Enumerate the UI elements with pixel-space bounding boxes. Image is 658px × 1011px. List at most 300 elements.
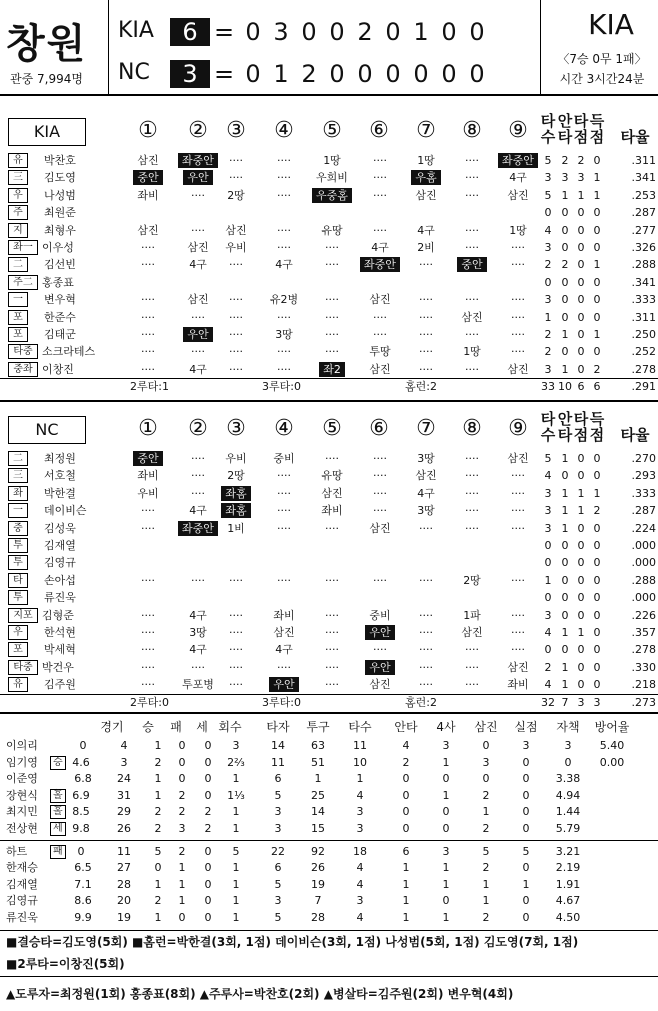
stat-header-avg: 타율 bbox=[620, 426, 650, 444]
at-bat-result-3 bbox=[210, 152, 262, 169]
inning-mark-7: ⑦ bbox=[416, 416, 436, 441]
at-bat-result-6 bbox=[354, 222, 406, 239]
pitch-val-0: 19 bbox=[117, 911, 131, 924]
home-team-name: NC bbox=[118, 60, 150, 85]
stat-r: 0 bbox=[593, 223, 601, 237]
at-bat-result-1 bbox=[122, 326, 174, 343]
at-bat-text: ···· bbox=[191, 660, 205, 674]
at-bat-text: ···· bbox=[277, 171, 291, 185]
at-bat-result-5 bbox=[306, 326, 358, 343]
at-bat-text: ···· bbox=[465, 521, 479, 535]
at-bat-result-4 bbox=[258, 222, 310, 239]
at-bat-text: 2땅 bbox=[463, 573, 481, 587]
stat-rbi: 1 bbox=[577, 504, 585, 518]
at-bat-text: ···· bbox=[277, 486, 291, 500]
at-bat-text: ···· bbox=[419, 310, 433, 324]
pitch-val-12: 1.91 bbox=[555, 877, 581, 891]
pitch-val-12: 4.50 bbox=[555, 911, 581, 924]
player-row bbox=[0, 554, 658, 571]
at-bat-text: ···· bbox=[229, 258, 243, 272]
at-bat-text: ···· bbox=[511, 626, 525, 639]
at-bat-text: 삼진 bbox=[321, 486, 343, 500]
at-bat-text: ···· bbox=[511, 310, 525, 324]
stat-r: 1 bbox=[593, 328, 601, 341]
player-name: 최정원 bbox=[44, 452, 76, 465]
at-bat-text: ···· bbox=[325, 573, 339, 587]
pitch-val-4: 1⅓ bbox=[227, 788, 245, 802]
at-bat-result-4 bbox=[258, 152, 310, 169]
pitch-val-6: 28 bbox=[311, 911, 325, 924]
at-bat-text: ···· bbox=[141, 643, 155, 657]
pitching-divider bbox=[0, 840, 658, 841]
at-bat-text: 우홈 bbox=[411, 170, 440, 185]
at-bat-result-9 bbox=[492, 467, 544, 484]
pitcher-name: 하트 bbox=[6, 844, 28, 858]
at-bat-result-6 bbox=[354, 291, 406, 308]
pitch-val-10: 2 bbox=[482, 788, 490, 802]
stat-r: 0 bbox=[593, 310, 601, 324]
at-bat-text: ···· bbox=[465, 188, 479, 202]
footer-rbi: 3 bbox=[577, 695, 585, 709]
at-bat-result-7 bbox=[400, 291, 452, 308]
stat-h: 0 bbox=[561, 241, 569, 254]
pitch-val-9: 0 bbox=[442, 805, 450, 819]
at-bat-text: ···· bbox=[141, 293, 155, 307]
stat-header-r-1: 득 bbox=[589, 112, 605, 130]
stat-h: 0 bbox=[561, 539, 569, 552]
at-bat-result-6 bbox=[354, 256, 406, 273]
at-bat-text: 투땅 bbox=[369, 345, 391, 359]
stat-ab: 5 bbox=[544, 188, 552, 202]
at-bat-text: ···· bbox=[325, 626, 339, 639]
at-bat-result-6 bbox=[354, 187, 406, 204]
at-bat-text: ···· bbox=[277, 223, 291, 237]
at-bat-text: 1비 bbox=[227, 521, 245, 535]
pitch-val-12: 0 bbox=[564, 755, 572, 769]
pitch-val-1: 1 bbox=[154, 877, 162, 891]
pitch-val-6: 14 bbox=[311, 805, 325, 819]
pitch-val-8: 0 bbox=[402, 822, 410, 835]
position-badge: 주 bbox=[8, 205, 28, 220]
pitch-val-2: 0 bbox=[178, 739, 186, 752]
at-bat-text: 우안 bbox=[183, 170, 212, 185]
pitch-val-8: 2 bbox=[402, 755, 410, 769]
at-bat-result-6 bbox=[354, 169, 406, 186]
at-bat-text: 4구 bbox=[371, 241, 389, 254]
stat-avg: .311 bbox=[631, 310, 656, 324]
at-bat-result-5 bbox=[306, 169, 358, 186]
stat-rbi: 2 bbox=[577, 154, 585, 167]
position-badge: 투 bbox=[8, 538, 28, 553]
pitch-val-6: 63 bbox=[311, 739, 325, 752]
stat-avg: .278 bbox=[631, 643, 656, 657]
at-bat-text: 4구 bbox=[509, 171, 527, 185]
pitcher-name: 김재열 bbox=[6, 877, 38, 891]
at-bat-text: 삼진 bbox=[273, 626, 295, 639]
player-name: 박한결 bbox=[44, 486, 76, 500]
inning-mark-6: ⑥ bbox=[369, 118, 389, 143]
stat-h: 0 bbox=[561, 608, 569, 622]
home-equals: = bbox=[214, 60, 235, 88]
stat-avg: .288 bbox=[631, 573, 656, 587]
at-bat-text: ···· bbox=[277, 362, 291, 376]
at-bat-text: ···· bbox=[511, 643, 525, 657]
pitch-val-7: 4 bbox=[356, 877, 364, 891]
pitch-val-8: 4 bbox=[402, 739, 410, 752]
player-row bbox=[0, 520, 658, 537]
at-bat-text: ···· bbox=[229, 608, 243, 622]
pitcher-row bbox=[0, 877, 658, 893]
stat-r: 0 bbox=[593, 452, 601, 465]
at-bat-text: 2비 bbox=[417, 241, 435, 254]
pitch-header-1: 승 bbox=[142, 720, 154, 734]
footer-hr: 홈런:2 bbox=[405, 380, 437, 394]
pitch-header-0: 경기 bbox=[100, 720, 124, 734]
pitch-val-12: 3.38 bbox=[555, 772, 581, 786]
at-bat-text: 좌비 bbox=[507, 678, 529, 692]
winner-team: KIA bbox=[588, 8, 634, 41]
footer-h: 10 bbox=[558, 380, 572, 394]
at-bat-result-1 bbox=[122, 169, 174, 186]
stat-h: 1 bbox=[561, 660, 569, 674]
at-bat-result-9 bbox=[492, 291, 544, 308]
pitch-val-2: 1 bbox=[178, 861, 186, 875]
stat-r: 0 bbox=[593, 293, 601, 307]
at-bat-result-4 bbox=[258, 309, 310, 326]
stat-avg: .311 bbox=[631, 154, 656, 167]
stat-h: 1 bbox=[561, 328, 569, 341]
at-bat-result-6 bbox=[354, 659, 406, 676]
at-bat-text: ···· bbox=[419, 626, 433, 639]
at-bat-result-1 bbox=[122, 256, 174, 273]
stat-rbi: 0 bbox=[577, 362, 585, 376]
pitch-val-1: 1 bbox=[154, 788, 162, 802]
at-bat-text: 좌비 bbox=[137, 188, 159, 202]
stat-r: 1 bbox=[593, 171, 601, 185]
at-bat-text: ···· bbox=[191, 310, 205, 324]
at-bat-result-5 bbox=[306, 187, 358, 204]
at-bat-text: ···· bbox=[229, 154, 243, 167]
inning-mark-9: ⑨ bbox=[508, 416, 528, 441]
stat-r: 0 bbox=[593, 678, 601, 692]
at-bat-result-5 bbox=[306, 256, 358, 273]
pitcher-row bbox=[0, 910, 658, 926]
pitcher-name: 한재승 bbox=[6, 861, 38, 875]
at-bat-result-8 bbox=[446, 467, 498, 484]
at-bat-text: ···· bbox=[141, 608, 155, 622]
at-bat-text: ···· bbox=[141, 573, 155, 587]
at-bat-text: 중안 bbox=[457, 257, 486, 272]
pitch-val-9: 0 bbox=[442, 772, 450, 786]
pitch-val-11: 0 bbox=[522, 805, 530, 819]
home-score: 3 bbox=[170, 60, 210, 88]
at-bat-text: ···· bbox=[465, 328, 479, 341]
stat-r: 0 bbox=[593, 275, 601, 289]
pitch-val-4: 5 bbox=[232, 844, 240, 858]
pitch-val-3: 0 bbox=[204, 877, 212, 891]
at-bat-result-8 bbox=[446, 256, 498, 273]
at-bat-text: ···· bbox=[465, 452, 479, 465]
at-bat-text: ···· bbox=[141, 310, 155, 324]
player-name: 손아섭 bbox=[44, 573, 76, 587]
player-row bbox=[0, 326, 658, 343]
at-bat-result-8 bbox=[446, 485, 498, 502]
pitch-val-5: 6 bbox=[274, 861, 282, 875]
stat-ab: 3 bbox=[544, 608, 552, 622]
scoreboard-header bbox=[0, 0, 658, 96]
stat-r: 1 bbox=[593, 188, 601, 202]
player-name: 이창진 bbox=[42, 362, 74, 376]
position-badge: 타중 bbox=[8, 660, 38, 675]
stat-ab: 4 bbox=[544, 626, 552, 639]
at-bat-result-4 bbox=[258, 187, 310, 204]
stat-rbi: 0 bbox=[577, 241, 585, 254]
pitch-val-4: 1 bbox=[232, 911, 240, 924]
at-bat-text: 좌홈 bbox=[221, 486, 250, 501]
at-bat-result-1 bbox=[122, 624, 174, 641]
pitch-val-5: 3 bbox=[274, 805, 282, 819]
at-bat-result-8 bbox=[446, 222, 498, 239]
stat-r: 1 bbox=[593, 258, 601, 272]
at-bat-text: 우안 bbox=[365, 660, 394, 675]
inning-mark-2: ② bbox=[188, 118, 208, 143]
pitcher-name: 류진욱 bbox=[6, 911, 38, 924]
stat-header-h-2: 타 bbox=[557, 128, 573, 146]
stat-header-h-1: 안 bbox=[557, 112, 573, 130]
at-bat-result-6 bbox=[354, 624, 406, 641]
pitch-val-11: 5 bbox=[522, 844, 530, 858]
stat-avg: .270 bbox=[631, 452, 656, 465]
at-bat-result-5 bbox=[306, 659, 358, 676]
at-bat-text: ···· bbox=[229, 660, 243, 674]
at-bat-text: ···· bbox=[373, 469, 387, 483]
footer-r: 6 bbox=[593, 380, 601, 394]
pitch-val-5: 3 bbox=[274, 822, 282, 835]
at-bat-text: ···· bbox=[419, 293, 433, 307]
stat-ab: 0 bbox=[544, 275, 552, 289]
pitch-val-6: 51 bbox=[311, 755, 325, 769]
at-bat-text: 4구 bbox=[189, 643, 207, 657]
stat-rbi: 0 bbox=[577, 275, 585, 289]
at-bat-text: ···· bbox=[511, 328, 525, 341]
stat-rbi: 0 bbox=[577, 345, 585, 359]
at-bat-result-8 bbox=[446, 326, 498, 343]
at-bat-result-6 bbox=[354, 520, 406, 537]
stat-rbi: 0 bbox=[577, 591, 585, 605]
attendance: 관중 7,994명 bbox=[10, 72, 83, 86]
at-bat-result-4 bbox=[258, 361, 310, 378]
player-name: 최원준 bbox=[44, 206, 76, 220]
stat-r: 1 bbox=[593, 486, 601, 500]
at-bat-result-9 bbox=[492, 222, 544, 239]
stat-ab: 5 bbox=[544, 452, 552, 465]
pitch-val-12: 4.94 bbox=[555, 788, 581, 802]
pitch-val-1: 2 bbox=[154, 755, 162, 769]
at-bat-text: ···· bbox=[325, 608, 339, 622]
at-bat-text: ···· bbox=[141, 328, 155, 341]
at-bat-result-5 bbox=[306, 485, 358, 502]
pitch-val-4: 1 bbox=[232, 805, 240, 819]
pitch-val-5: 5 bbox=[274, 788, 282, 802]
stat-avg: .287 bbox=[631, 504, 656, 518]
stat-ab: 0 bbox=[544, 591, 552, 605]
inning-mark-6: ⑥ bbox=[369, 416, 389, 441]
stat-h: 1 bbox=[561, 188, 569, 202]
player-row bbox=[0, 291, 658, 308]
pitch-header-10: 삼진 bbox=[474, 720, 498, 734]
pitch-header-5: 타자 bbox=[266, 720, 290, 734]
away-inning-5: 2 bbox=[357, 18, 373, 46]
at-bat-result-3 bbox=[210, 291, 262, 308]
at-bat-text: ···· bbox=[373, 188, 387, 202]
stat-avg: .000 bbox=[631, 539, 656, 552]
pitch-val-0: 20 bbox=[117, 894, 131, 908]
at-bat-text: ···· bbox=[465, 362, 479, 376]
at-bat-text: ···· bbox=[465, 223, 479, 237]
pitch-header-12: 자책 bbox=[556, 720, 580, 734]
at-bat-text: ···· bbox=[419, 660, 433, 674]
footer-h: 7 bbox=[561, 695, 569, 709]
at-bat-result-3 bbox=[210, 309, 262, 326]
decision-badge: 승 bbox=[50, 756, 66, 770]
at-bat-text: ···· bbox=[229, 678, 243, 692]
pitch-val-11: 0 bbox=[522, 861, 530, 875]
at-bat-result-1 bbox=[122, 187, 174, 204]
at-bat-text: ···· bbox=[277, 310, 291, 324]
at-bat-result-9 bbox=[492, 361, 544, 378]
pitch-val-9: 3 bbox=[442, 739, 450, 752]
pitch-header-2: 패 bbox=[170, 720, 182, 734]
pitch-val-7: 1 bbox=[356, 772, 364, 786]
stat-r: 0 bbox=[593, 643, 601, 657]
at-bat-text: 우희비 bbox=[316, 171, 348, 185]
at-bat-result-6 bbox=[354, 152, 406, 169]
at-bat-result-9 bbox=[492, 607, 544, 624]
winner-record: 〈7승 0무 1패〉 bbox=[557, 52, 647, 66]
at-bat-text: ···· bbox=[373, 310, 387, 324]
at-bat-result-6 bbox=[354, 450, 406, 467]
at-bat-text: ···· bbox=[373, 486, 387, 500]
away-inning-4: 0 bbox=[329, 18, 345, 46]
at-bat-result-3 bbox=[210, 607, 262, 624]
at-bat-text: 중비 bbox=[273, 452, 295, 465]
pitch-val-7: 4 bbox=[356, 911, 364, 924]
at-bat-result-9 bbox=[492, 450, 544, 467]
stat-header-r-2: 점 bbox=[589, 128, 605, 146]
home-inning-7: 0 bbox=[413, 60, 429, 88]
footer-triples: 3루타:0 bbox=[262, 380, 301, 394]
at-bat-result-8 bbox=[446, 676, 498, 693]
at-bat-text: 좌2 bbox=[319, 362, 345, 377]
at-bat-result-3 bbox=[210, 450, 262, 467]
pitch-val-5: 11 bbox=[271, 755, 285, 769]
stat-h: 2 bbox=[561, 154, 569, 167]
at-bat-text: ···· bbox=[373, 504, 387, 518]
at-bat-text: 4구 bbox=[417, 223, 435, 237]
pitch-val-0: 28 bbox=[117, 877, 131, 891]
at-bat-result-8 bbox=[446, 502, 498, 519]
player-row bbox=[0, 624, 658, 641]
at-bat-text: ···· bbox=[191, 469, 205, 483]
at-bat-result-1 bbox=[122, 152, 174, 169]
pitch-val-10: 1 bbox=[482, 894, 490, 908]
pitch-val-5: 6 bbox=[274, 772, 282, 786]
pitch-val-3: 0 bbox=[204, 844, 212, 858]
pitch-val-5: 14 bbox=[271, 739, 285, 752]
stat-header-h-2: 타 bbox=[557, 426, 573, 444]
at-bat-text: 2땅 bbox=[227, 188, 245, 202]
stat-avg: .287 bbox=[631, 206, 656, 220]
at-bat-text: ···· bbox=[277, 660, 291, 674]
at-bat-result-8 bbox=[446, 291, 498, 308]
pitch-val-7: 4 bbox=[356, 861, 364, 875]
at-bat-result-4 bbox=[258, 520, 310, 537]
at-bat-result-7 bbox=[400, 641, 452, 658]
at-bat-result-8 bbox=[446, 361, 498, 378]
inning-mark-4: ④ bbox=[274, 416, 294, 441]
at-bat-text: ···· bbox=[141, 660, 155, 674]
pitch-val-3: 2 bbox=[204, 805, 212, 819]
pitch-val-3: 0 bbox=[204, 894, 212, 908]
at-bat-text: ···· bbox=[465, 171, 479, 185]
pitch-val-1: 1 bbox=[154, 911, 162, 924]
pitch-val-11: 0 bbox=[522, 755, 530, 769]
at-bat-text: ···· bbox=[277, 345, 291, 359]
at-bat-result-7 bbox=[400, 676, 452, 693]
at-bat-text: ···· bbox=[511, 486, 525, 500]
at-bat-text: 1파 bbox=[463, 608, 481, 622]
at-bat-result-1 bbox=[122, 467, 174, 484]
pitch-val-0: 27 bbox=[117, 861, 131, 875]
stat-ab: 4 bbox=[544, 223, 552, 237]
stat-header-ab-2: 수 bbox=[540, 426, 556, 444]
at-bat-result-9 bbox=[492, 502, 544, 519]
pitcher-row bbox=[0, 804, 658, 820]
at-bat-result-1 bbox=[122, 239, 174, 256]
player-row bbox=[0, 274, 658, 291]
at-bat-result-1 bbox=[122, 450, 174, 467]
position-badge: 지포 bbox=[8, 608, 38, 623]
at-bat-result-1 bbox=[122, 572, 174, 589]
at-bat-result-6 bbox=[354, 309, 406, 326]
at-bat-text: ···· bbox=[229, 626, 243, 639]
player-name: 김재열 bbox=[44, 539, 76, 552]
footer-avg: .291 bbox=[631, 380, 656, 394]
pitch-val-0: 31 bbox=[117, 788, 131, 802]
at-bat-result-5 bbox=[306, 607, 358, 624]
nc-team-label: NC bbox=[8, 416, 86, 444]
stat-header-avg: 타율 bbox=[620, 128, 650, 146]
at-bat-text: ···· bbox=[325, 241, 339, 254]
stat-ab: 2 bbox=[544, 258, 552, 272]
at-bat-text: ···· bbox=[191, 188, 205, 202]
at-bat-text: 유땅 bbox=[321, 469, 343, 483]
notes-line-2: ■2루타=이창진(5회) bbox=[6, 957, 125, 971]
player-name: 박찬호 bbox=[44, 154, 76, 167]
pitch-val-11: 1 bbox=[522, 877, 530, 891]
pitcher-row bbox=[0, 788, 658, 804]
at-bat-text: 삼진 bbox=[507, 362, 529, 376]
position-badge: 좌一 bbox=[8, 240, 38, 255]
stat-avg: .293 bbox=[631, 469, 656, 483]
at-bat-text: ···· bbox=[373, 643, 387, 657]
at-bat-text: 3땅 bbox=[417, 504, 435, 518]
stat-h: 1 bbox=[561, 521, 569, 535]
pitch-val-3: 0 bbox=[204, 739, 212, 752]
at-bat-result-5 bbox=[306, 641, 358, 658]
player-name: 박세혁 bbox=[44, 643, 76, 657]
at-bat-result-6 bbox=[354, 502, 406, 519]
